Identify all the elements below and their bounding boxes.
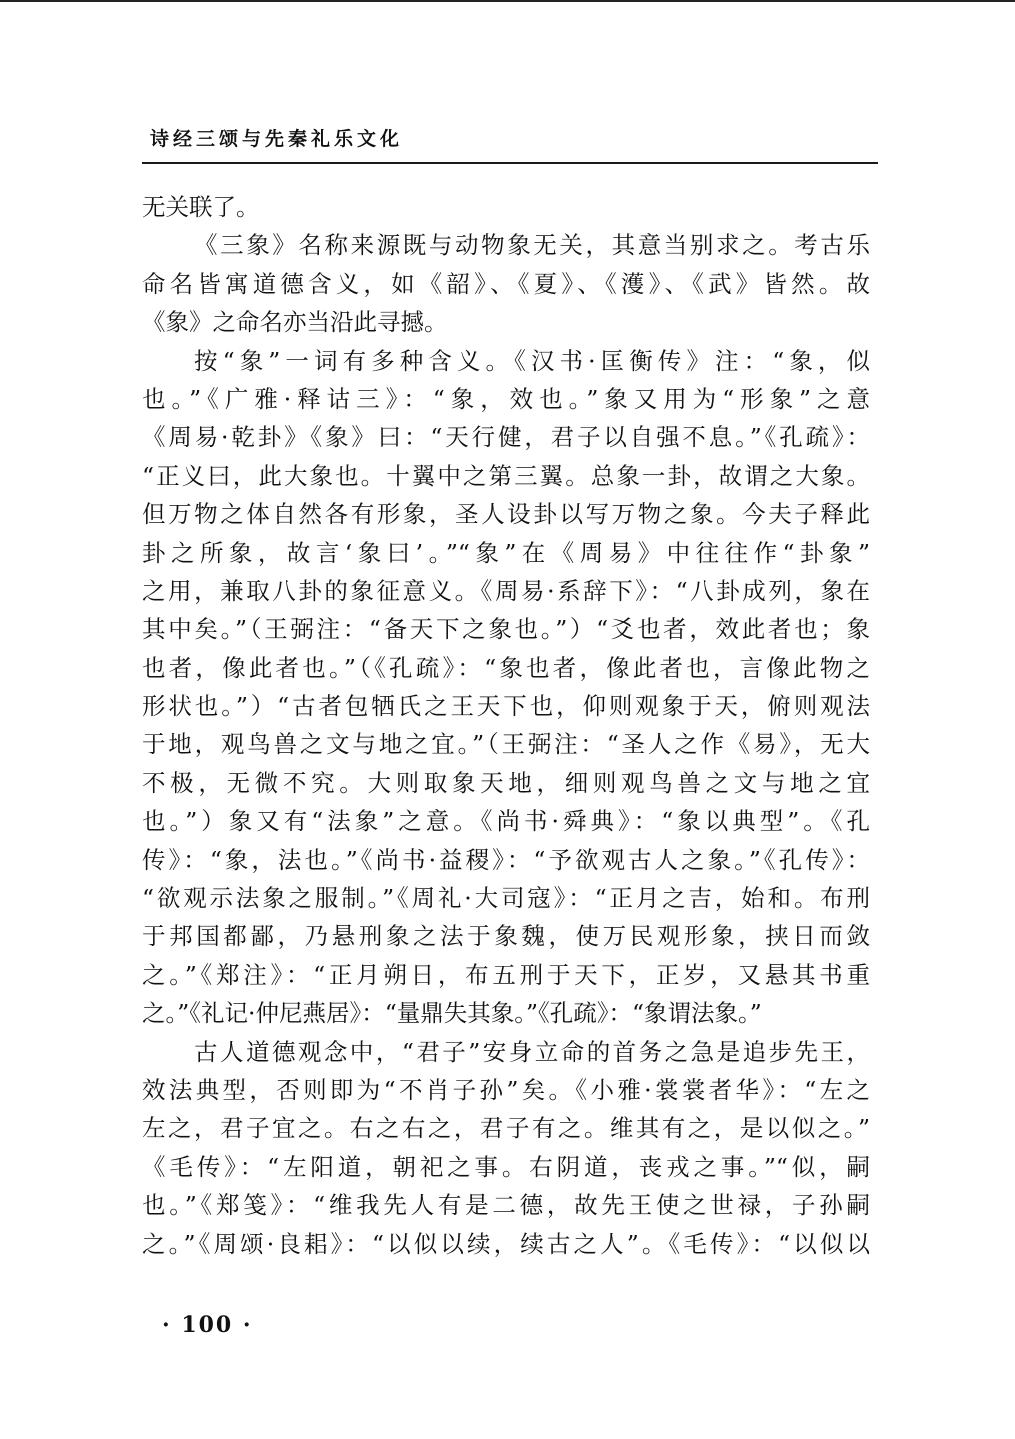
text-line: 之。”《郑注》：“正月朔日，布五刑于天下，正岁，又悬其书重: [142, 960, 870, 989]
text-line: 也者，像此者也。”（《孔疏》：“象也者，像此者也，言像此物之: [142, 653, 870, 682]
text-line: “欲观示法象之服制。”《周礼·大司寇》：“正月之吉，始和。布刑: [142, 884, 870, 913]
text-line: 《周易·乾卦》《象》曰：“天行健，君子以自强不息。”《孔疏》：: [142, 423, 870, 452]
text-line: 于地，观鸟兽之文与地之宜。”（王弼注：“圣人之作《易》，无大: [142, 730, 870, 759]
text-line: 古人道德观念中，“君子”安身立命的首务之急是追步先王，: [194, 1037, 870, 1066]
text-line: 之。”《礼记·仲尼燕居》：“量鼎失其象。”《孔疏》：“象谓法象。”: [142, 999, 762, 1028]
text-line: 之用，兼取八卦的象征意义。《周易·系辞下》：“八卦成列，象在: [142, 576, 870, 605]
text-line: 传》：“象，法也。”《尚书·益稷》：“予欲观古人之象。”《孔传》：: [142, 845, 870, 874]
text-line: 也。”）象又有“法象”之意。《尚书·舜典》：“象以典型”。《孔: [142, 807, 870, 836]
text-line: 《三象》名称来源既与动物象无关，其意当别求之。考古乐: [194, 231, 870, 260]
text-line: 《毛传》：“左阳道，朝祀之事。右阴道，丧戎之事。”“似，嗣: [142, 1152, 870, 1181]
body-text: [142, 188, 870, 1263]
header-rule: [142, 162, 878, 164]
top-border-rule: [0, 0, 1015, 2]
text-line: 也。”《郑笺》：“维我先人有是二德，故先王使之世禄，子孙嗣: [142, 1191, 870, 1220]
text-line: 于邦国都鄙，乃悬刑象之法于象魏，使万民观形象，挟日而敛: [142, 922, 870, 951]
text-line: 无关联了。: [142, 193, 260, 221]
text-line: 效法典型，否则即为“不肖子孙”矣。《小雅·裳裳者华》：“左之: [142, 1075, 870, 1104]
text-line: 左之，君子宜之。右之右之，君子有之。维其有之，是以似之。”: [142, 1114, 870, 1143]
text-line: 《象》之命名亦当沿此寻撼。: [142, 308, 448, 337]
text-line: 但万物之体自然各有形象，圣人设卦以写万物之象。今夫子释此: [142, 500, 870, 529]
text-line: 也。”《广雅·释诂三》：“象，效也。”象又用为“形象”之意: [142, 384, 870, 413]
running-header-title: 诗经三颂与先秦礼乐文化: [150, 128, 404, 150]
text-line: 卦之所象，故言‘象曰’。”“象”在《周易》中往往作“卦象”: [142, 538, 870, 567]
text-line: 不极，无微不究。大则取象天地，细则观鸟兽之文与地之宜: [142, 768, 870, 797]
text-line: 形状也。”）“古者包牺氏之王天下也，仰则观象于天，俯则观法: [142, 692, 870, 721]
text-line: 命名皆寓道德含义，如《韶》、《夏》、《濩》、《武》皆然。故: [142, 269, 870, 298]
text-line: “正义曰，此大象也。十翼中之第三翼。总象一卦，故谓之大象。: [142, 461, 870, 490]
text-line: 之。”《周颂·良耜》：“以似以续，续古之人”。《毛传》：“以似以: [142, 1229, 870, 1258]
text-line: 其中矣。”（王弼注：“备天下之象也。”）“爻也者，效此者也；象: [142, 615, 870, 644]
page-number: · 100 ·: [162, 1312, 253, 1338]
text-line: 按“象”一词有多种含义。《汉书·匡衡传》注：“象，似: [194, 346, 870, 375]
